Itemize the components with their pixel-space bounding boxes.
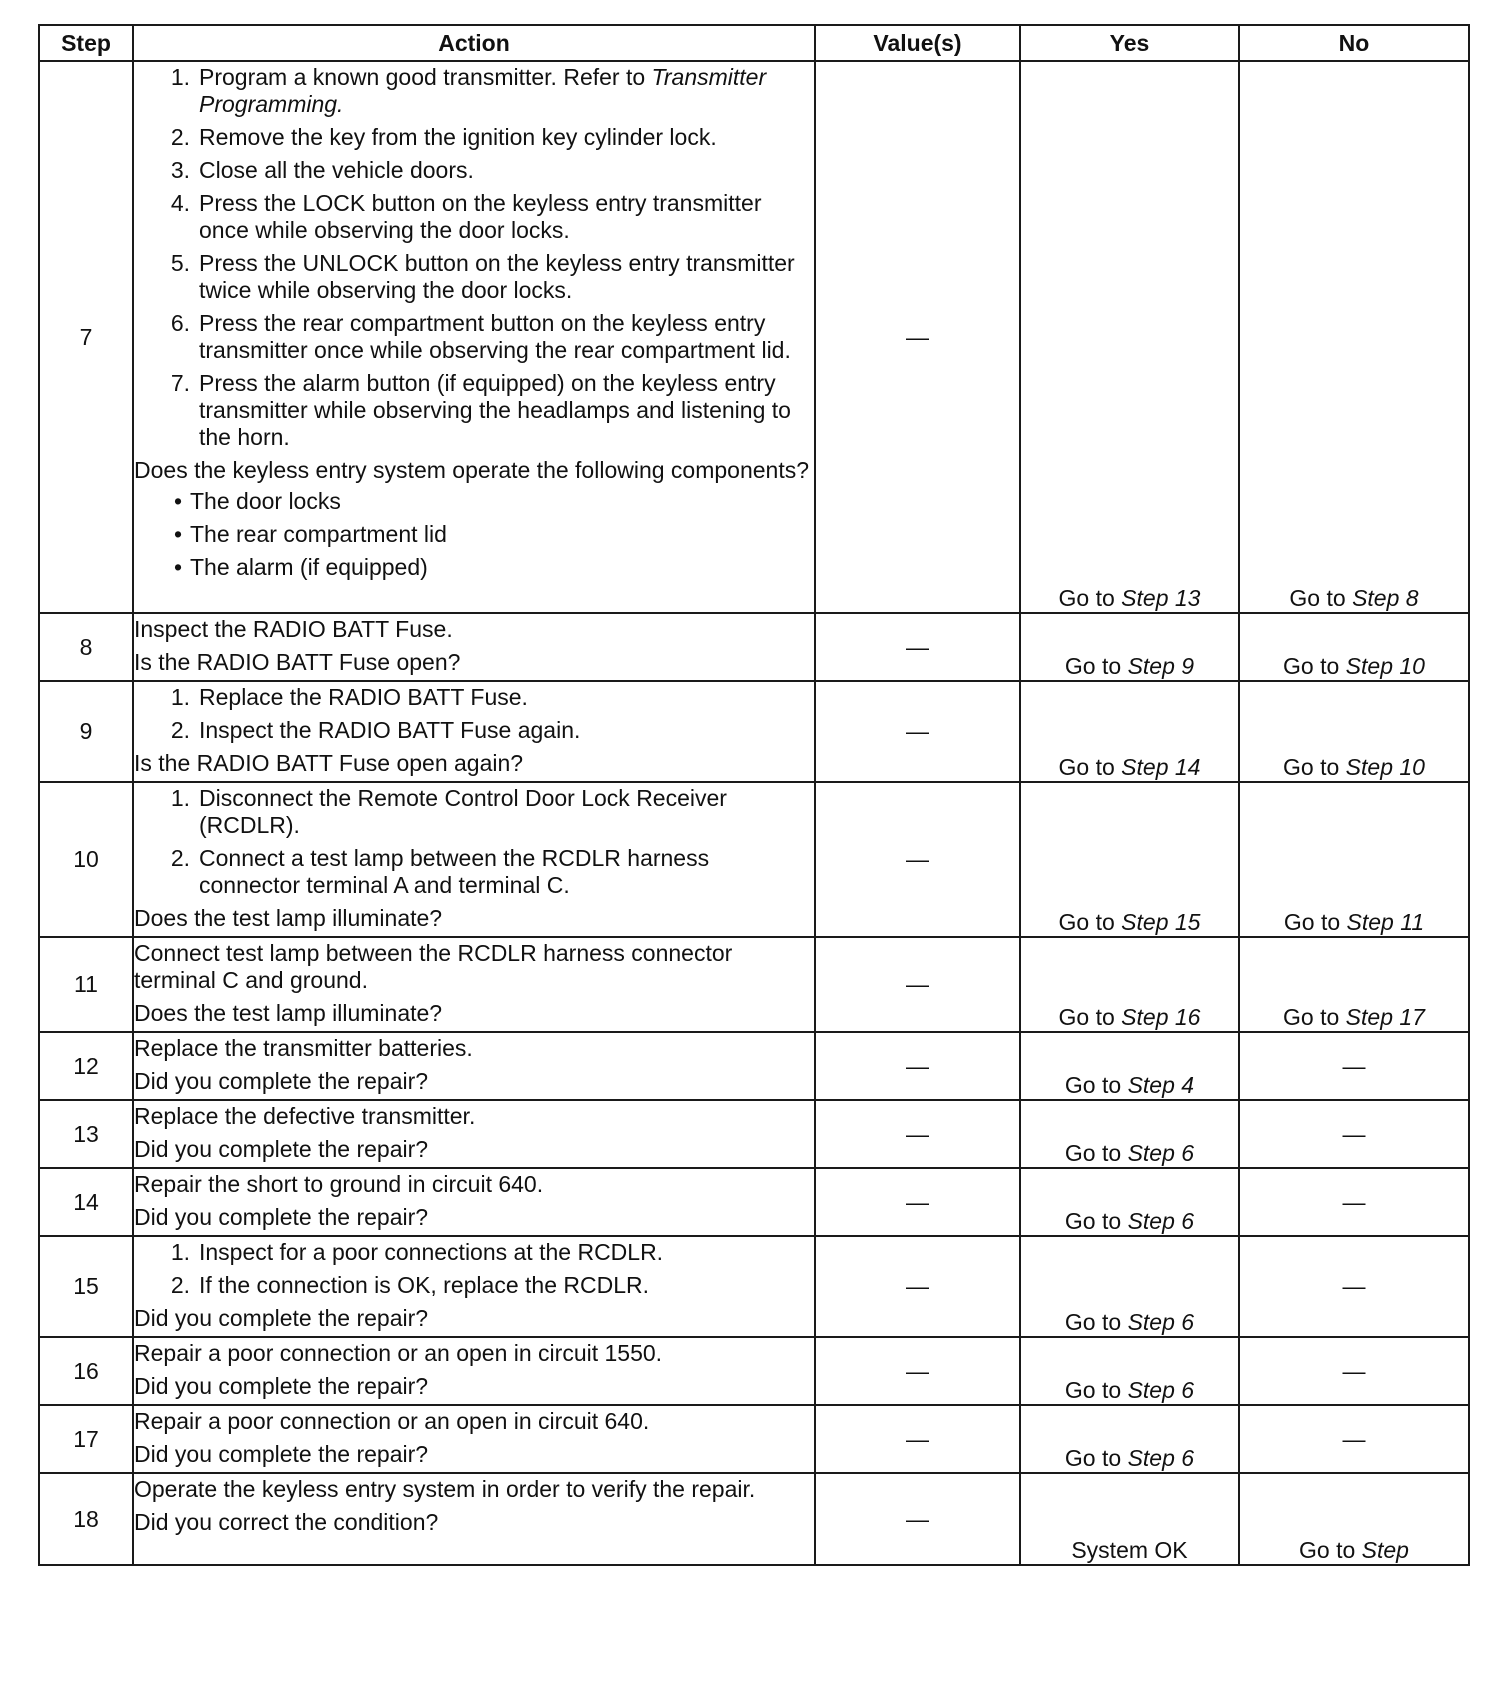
yes-result-cell (1020, 1337, 1239, 1405)
action-question: Did you complete the repair? (134, 1373, 429, 1399)
action-cell (133, 782, 815, 937)
value-cell: — (815, 1168, 1020, 1236)
action-step-text: Inspect the RADIO BATT Fuse again. (199, 717, 581, 743)
table-row (39, 1168, 1469, 1236)
yes-result-text: Go to (1058, 754, 1122, 780)
action-question: Did you correct the condition? (134, 1509, 439, 1535)
step-number: 10 (39, 782, 133, 937)
action-step-number: 2. (170, 124, 190, 150)
yes-result-cell (1020, 61, 1239, 613)
action-question: Did you complete the repair? (134, 1305, 429, 1331)
value-cell: — (815, 613, 1020, 681)
yes-step-link[interactable]: Step 9 (1127, 653, 1195, 679)
action-text: Replace the transmitter batteries. (134, 1035, 473, 1061)
no-result-cell (1239, 1236, 1469, 1337)
no-step-link[interactable]: Step 10 (1345, 653, 1425, 679)
no-step-link[interactable]: Step 11 (1346, 909, 1425, 935)
action-step-text: Program a known good transmitter. Refer to (199, 64, 646, 90)
step-number: 7 (39, 61, 133, 613)
yes-result-text: Go to (1064, 1072, 1128, 1098)
header-values: Value(s) (815, 25, 1020, 61)
table-row (39, 1405, 1469, 1473)
value-cell: — (815, 782, 1020, 937)
value-cell: — (815, 1236, 1020, 1337)
component-text: The door locks (190, 488, 341, 514)
yes-result-text: Go to (1064, 1140, 1128, 1166)
no-result-cell (1239, 61, 1469, 613)
procedure-reference: Transmitter Programming. (199, 64, 767, 117)
action-step-text: If the connection is OK, replace the RCDLR. (199, 1272, 649, 1298)
no-result-cell (1239, 681, 1469, 782)
step-number: 12 (39, 1032, 133, 1100)
action-step-number: 1. (170, 64, 190, 90)
header-yes: Yes (1020, 25, 1239, 61)
value-cell: — (815, 1337, 1020, 1405)
yes-step-link[interactable]: Step 6 (1127, 1377, 1195, 1403)
yes-result-text: Go to (1064, 1208, 1128, 1234)
action-step-text-wrap (199, 717, 814, 744)
action-step-number: 3. (170, 157, 190, 183)
yes-result-text: Go to (1064, 1445, 1128, 1471)
yes-result-cell (1020, 681, 1239, 782)
no-result-text: Go to (1283, 653, 1346, 679)
yes-result-cell (1020, 613, 1239, 681)
table-row (39, 1473, 1469, 1565)
action-step (134, 1272, 814, 1299)
step-number: 9 (39, 681, 133, 782)
table-row (39, 1236, 1469, 1337)
action-step-list (134, 1239, 814, 1299)
action-cell (133, 61, 815, 613)
no-result-cell (1239, 1168, 1469, 1236)
no-result-text: — (1342, 1425, 1366, 1452)
step-number: 11 (39, 937, 133, 1032)
component-item (134, 554, 814, 581)
component-item (134, 521, 814, 548)
step-number: 16 (39, 1337, 133, 1405)
action-step (134, 190, 814, 244)
action-question: Does the test lamp illuminate? (134, 1000, 443, 1026)
value-cell: — (815, 61, 1020, 613)
step-number: 17 (39, 1405, 133, 1473)
action-step-text-wrap (199, 785, 814, 839)
action-step-text-wrap (199, 1272, 814, 1299)
action-cell (133, 681, 815, 782)
no-result-text: Go to (1283, 754, 1346, 780)
table-row (39, 1337, 1469, 1405)
action-question: Did you complete the repair? (134, 1441, 429, 1467)
action-cell (133, 1337, 815, 1405)
action-step-list (134, 64, 814, 451)
action-step-list (134, 785, 814, 899)
action-step (134, 124, 814, 151)
yes-result-cell (1020, 1100, 1239, 1168)
action-text: Inspect the RADIO BATT Fuse. (134, 616, 453, 642)
no-result-text: Go to (1299, 1537, 1362, 1563)
diagnostic-table (38, 24, 1470, 1566)
action-question: Did you complete the repair? (134, 1204, 429, 1230)
yes-result-cell (1020, 1405, 1239, 1473)
no-step-link[interactable]: Step 17 (1345, 1004, 1425, 1030)
action-cell (133, 1236, 815, 1337)
action-step (134, 717, 814, 744)
action-question: Is the RADIO BATT Fuse open? (134, 649, 461, 675)
no-result-text: Go to (1283, 1004, 1346, 1030)
action-step-text: Inspect for a poor connections at the RCDLR. (199, 1239, 664, 1265)
action-cell (133, 1032, 815, 1100)
table-row (39, 1100, 1469, 1168)
action-step-text-wrap (199, 157, 814, 184)
component-text: The rear compartment lid (190, 521, 447, 547)
action-step-number: 1. (170, 1239, 190, 1265)
step-number: 8 (39, 613, 133, 681)
action-step-text: Press the LOCK button on the keyless entry transmitter once while observing the door locks. (199, 190, 762, 243)
action-cell (133, 613, 815, 681)
action-step-number: 1. (170, 785, 190, 811)
component-item (134, 488, 814, 515)
no-result-cell (1239, 1100, 1469, 1168)
action-step-number: 2. (170, 845, 190, 871)
table-row (39, 782, 1469, 937)
no-result-cell (1239, 937, 1469, 1032)
table-header-row (39, 25, 1469, 61)
yes-step-link[interactable]: Step 6 (1127, 1309, 1195, 1335)
no-result-cell (1239, 613, 1469, 681)
yes-result-text: System OK (1071, 1537, 1188, 1563)
table-row (39, 1032, 1469, 1100)
step-number: 14 (39, 1168, 133, 1236)
action-cell (133, 1100, 815, 1168)
action-step-text: Connect a test lamp between the RCDLR harness connector terminal A and terminal C. (199, 845, 710, 898)
action-step-text-wrap (199, 64, 814, 118)
action-text: Repair a poor connection or an open in circuit 1550. (134, 1340, 663, 1366)
action-cell (133, 937, 815, 1032)
step-number: 15 (39, 1236, 133, 1337)
yes-result-cell (1020, 1473, 1239, 1565)
yes-step-link[interactable]: Step 6 (1127, 1445, 1195, 1471)
action-cell (133, 1405, 815, 1473)
action-step-number: 6. (170, 310, 190, 336)
no-result-text: — (1342, 1120, 1366, 1147)
yes-step-link[interactable]: Step 15 (1121, 909, 1201, 935)
no-result-cell (1239, 1405, 1469, 1473)
action-question: Does the keyless entry system operate the following components? (134, 457, 810, 483)
yes-result-text: Go to (1064, 653, 1128, 679)
value-cell: — (815, 1405, 1020, 1473)
value-cell: — (815, 1100, 1020, 1168)
action-step-list (134, 684, 814, 744)
yes-step-link[interactable]: Step 6 (1127, 1140, 1195, 1166)
yes-result-cell (1020, 1236, 1239, 1337)
action-step-text-wrap (199, 124, 814, 151)
yes-result-text: Go to (1058, 585, 1122, 611)
action-step (134, 370, 814, 451)
header-action: Action (133, 25, 815, 61)
action-step-text: Disconnect the Remote Control Door Lock Receiver (RCDLR). (199, 785, 727, 838)
action-step-number: 5. (170, 250, 190, 276)
action-cell (133, 1168, 815, 1236)
yes-step-link[interactable]: Step 16 (1121, 1004, 1201, 1030)
action-step-number: 4. (170, 190, 190, 216)
no-result-text: — (1342, 1357, 1366, 1384)
action-step-number: 2. (170, 1272, 190, 1298)
no-step-link[interactable]: Step 8 (1352, 585, 1419, 611)
yes-step-link[interactable]: Step 6 (1127, 1208, 1195, 1234)
no-result-text: Go to (1289, 585, 1353, 611)
no-step-link[interactable]: Step (1361, 1537, 1409, 1563)
yes-step-link[interactable]: Step 4 (1127, 1072, 1195, 1098)
yes-result-text: Go to (1064, 1309, 1128, 1335)
action-step (134, 310, 814, 364)
action-question: Did you complete the repair? (134, 1136, 429, 1162)
action-step (134, 684, 814, 711)
action-step-number: 1. (170, 684, 190, 710)
yes-result-cell (1020, 937, 1239, 1032)
action-step (134, 250, 814, 304)
action-step-text-wrap (199, 1239, 814, 1266)
action-step-text-wrap (199, 684, 814, 711)
step-number: 18 (39, 1473, 133, 1565)
table-row (39, 937, 1469, 1032)
action-step-text: Close all the vehicle doors. (199, 157, 474, 183)
action-question: Did you complete the repair? (134, 1068, 429, 1094)
action-step-text: Press the alarm button (if equipped) on the keyless entry transmitter while observing the headlamps and listening to the horn. (199, 370, 791, 450)
action-step-text: Replace the RADIO BATT Fuse. (199, 684, 528, 710)
no-result-text: Go to (1283, 909, 1347, 935)
action-step-text: Press the rear compartment button on the keyless entry transmitter once while observing the rear compartment lid. (199, 310, 791, 363)
action-step-number: 7. (170, 370, 190, 396)
action-step-number: 2. (170, 717, 190, 743)
table-row (39, 61, 1469, 613)
action-step (134, 64, 814, 118)
action-text: Replace the defective transmitter. (134, 1103, 476, 1129)
header-no: No (1239, 25, 1469, 61)
action-step-text-wrap (199, 370, 814, 451)
yes-step-link[interactable]: Step 13 (1121, 585, 1201, 611)
yes-result-text: Go to (1058, 1004, 1122, 1030)
step-number: 13 (39, 1100, 133, 1168)
action-step-text-wrap (199, 250, 814, 304)
action-cell (133, 1473, 815, 1565)
action-question: Does the test lamp illuminate? (134, 905, 443, 931)
action-question: Is the RADIO BATT Fuse open again? (134, 750, 524, 776)
header-step: Step (39, 25, 133, 61)
value-cell: — (815, 937, 1020, 1032)
action-step-text: Remove the key from the ignition key cylinder lock. (199, 124, 717, 150)
no-result-cell (1239, 782, 1469, 937)
no-result-cell (1239, 1337, 1469, 1405)
action-step (134, 157, 814, 184)
table-row (39, 681, 1469, 782)
component-list (134, 488, 814, 581)
value-cell: — (815, 1032, 1020, 1100)
action-step (134, 1239, 814, 1266)
action-step-text-wrap (199, 190, 814, 244)
no-result-cell (1239, 1473, 1469, 1565)
value-cell: — (815, 1473, 1020, 1565)
yes-result-cell (1020, 1032, 1239, 1100)
yes-result-text: Go to (1064, 1377, 1128, 1403)
action-step-text-wrap (199, 310, 814, 364)
action-text: Operate the keyless entry system in order to verify the repair. (134, 1476, 756, 1502)
action-step-text-wrap (199, 845, 814, 899)
value-cell: — (815, 681, 1020, 782)
bullet-icon: • (173, 488, 182, 514)
no-step-link[interactable]: Step 10 (1345, 754, 1425, 780)
yes-result-cell (1020, 1168, 1239, 1236)
component-text: The alarm (if equipped) (190, 554, 428, 580)
table-row (39, 613, 1469, 681)
bullet-icon: • (173, 521, 182, 547)
no-result-text: — (1342, 1052, 1366, 1079)
yes-step-link[interactable]: Step 14 (1121, 754, 1201, 780)
no-result-text: — (1342, 1188, 1366, 1215)
yes-result-text: Go to (1058, 909, 1122, 935)
no-result-cell (1239, 1032, 1469, 1100)
bullet-icon: • (173, 554, 182, 580)
action-text: Repair a poor connection or an open in circuit 640. (134, 1408, 650, 1434)
no-result-text: — (1342, 1273, 1366, 1299)
action-text: Repair the short to ground in circuit 640. (134, 1171, 544, 1197)
action-text: Connect test lamp between the RCDLR harness connector terminal C and ground. (134, 940, 733, 993)
action-step-text: Press the UNLOCK button on the keyless entry transmitter twice while observing the door locks. (199, 250, 795, 303)
yes-result-cell (1020, 782, 1239, 937)
action-step (134, 845, 814, 899)
action-step (134, 785, 814, 839)
